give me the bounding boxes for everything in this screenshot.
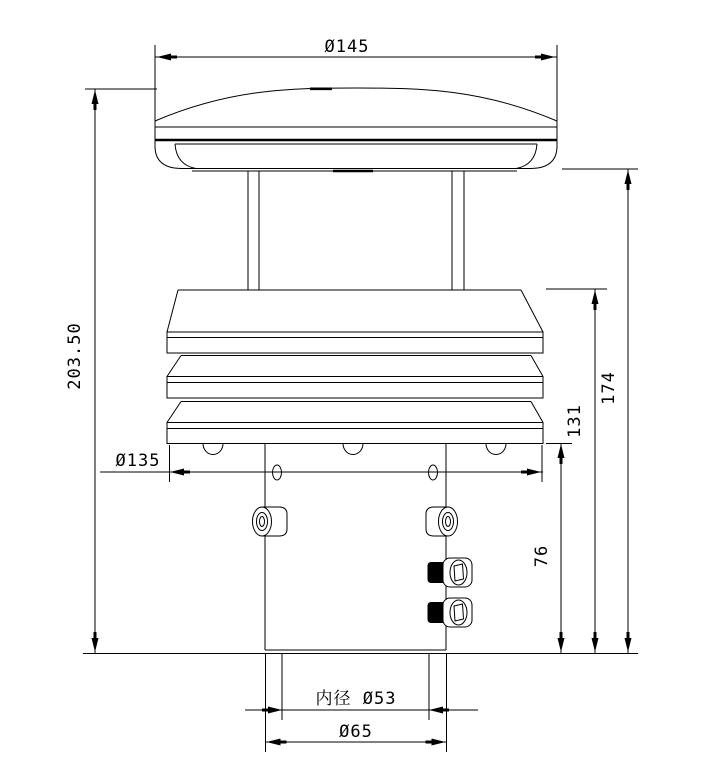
arrowhead-left [157,54,177,61]
arrowhead-up [92,90,99,110]
louver2-right-slant [531,356,543,377]
transducer-arc-center [343,444,363,455]
right-bolt-head [439,507,458,536]
dim-label-cap-underside-height: 174 [599,371,619,405]
cap-left-edge [155,121,182,169]
arrowhead-up [625,170,632,190]
dim-label-overall-height: 203.50 [65,322,85,390]
arrowhead-down [558,632,565,652]
sensor-body [265,444,446,651]
transducer-arc-right [486,444,506,455]
dim-body-height [532,444,572,654]
arrowhead-right [521,469,541,476]
dim-label-body-height: 76 [532,544,552,568]
top-cap [155,88,557,171]
dim-label-louver-diameter: Ø135 [115,451,161,471]
screw1-thread [428,563,445,583]
louver1-right-slant [521,290,543,332]
dim-label-louver-top-height: 131 [565,404,585,438]
side-screws [428,558,472,627]
louver3-left-slant [167,402,181,423]
louver-stack [167,290,543,455]
louver2-band [167,377,543,399]
cap-right-edge [530,121,557,169]
dim-mount-diameter [266,722,447,746]
arrowhead-right [535,54,555,61]
arrowhead-left [267,739,287,746]
cap-inner-corner-left [175,144,196,169]
arrowhead-down [592,632,599,652]
screw2-hex-socket [454,604,464,621]
arrowhead-right [426,739,446,746]
cap-inner-corner-right [516,144,537,169]
screw2-thread [428,603,445,623]
louver3-right-slant [531,402,543,423]
transducer-arc-left [203,444,223,455]
support-pillars [248,171,464,290]
arrowhead-up [592,290,599,310]
arrowhead-down [92,632,99,652]
dim-label-mount-diameter: Ø65 [339,722,373,742]
screw1-hex-socket [454,564,464,581]
dim-overall-height [65,89,157,653]
louver1-left-slant [167,290,178,332]
arrowhead-left [170,469,190,476]
dim-label-top-diameter: Ø145 [324,37,370,57]
dim-top-diameter [155,37,557,128]
dim-louver-top-height [546,289,607,653]
dim-label-inner-diameter: 内径 Ø53 [315,689,397,709]
arrowhead-down [625,632,632,652]
left-bolt-head [253,507,272,536]
louver2-left-slant [167,356,181,377]
dim-louver-diameter [100,445,543,482]
arrowhead-up [558,444,565,464]
body-bolts [253,507,458,536]
louver3-band [167,423,543,444]
dim-inner-diameter [245,689,478,714]
louver1-band [167,332,543,353]
cap-dome-outline [155,88,557,121]
